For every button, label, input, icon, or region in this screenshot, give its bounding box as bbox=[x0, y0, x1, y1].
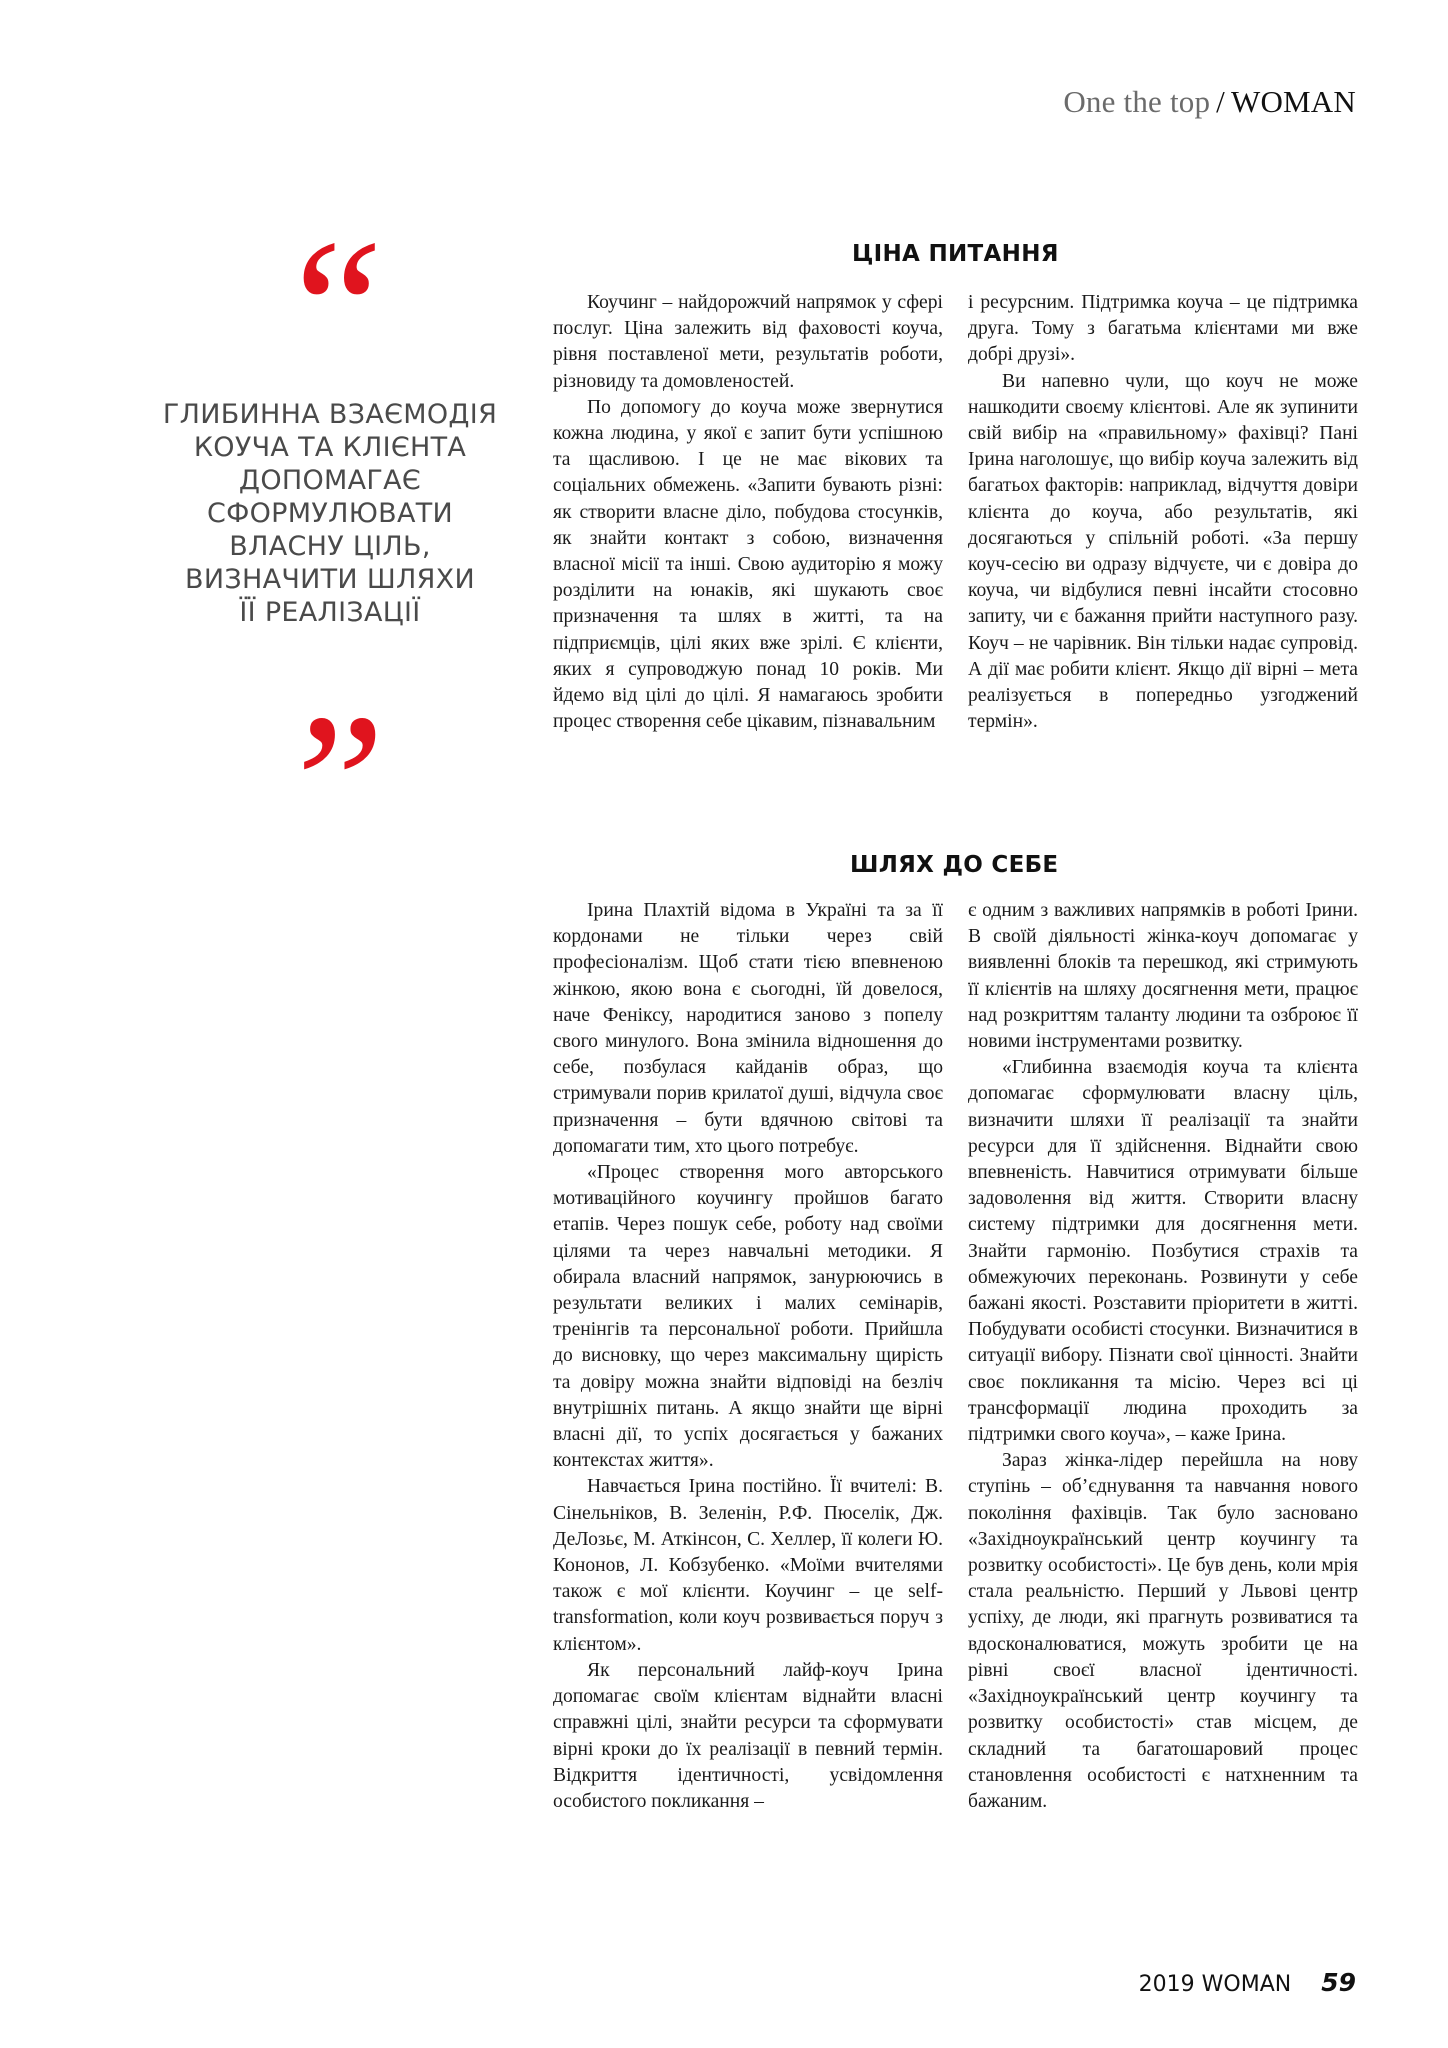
page-number: 59 bbox=[1321, 1968, 1356, 1997]
paragraph: Як персональний лайф-коуч Ірина допомагає своїм клієнтам віднайти власні справжні цілі, знайти ресурси та сформувати вірні кроки до їх реалізації в певний термін. Відкриття ідентичності, усвідомлення особистого покликання – bbox=[553, 1659, 943, 1812]
article-column bbox=[968, 898, 1358, 1815]
section-heading-price: ЦІНА ПИТАННЯ bbox=[852, 241, 1059, 268]
paragraph: і ресурсним. Підтримка коуча – це підтримка друга. Тому з багатьма клієнтами ми вже добрі друзі». bbox=[968, 292, 1358, 366]
pull-quote-text bbox=[150, 398, 510, 629]
running-header bbox=[1063, 84, 1356, 120]
pull-quote-line: СФОРМУЛЮВАТИ bbox=[206, 498, 454, 529]
footer-issue: 2019 WOMAN bbox=[1138, 1972, 1292, 1997]
article-column bbox=[968, 290, 1358, 735]
paragraph: Ви напевно чули, що коуч не може нашкодити своєму клієнтові. Але як зупинити свій вибір на «правильному» фахівці? Пані Ірина наголошує, що вибір коуча залежить від багатьох факторів: наприклад, відчуття довіри клієнта до коуча, або результатів, які досягаються у спільній роботі. «За першу коуч-сесію ви одразу відчуєте, чи є довіра до коуча, чи відбулися певні інсайти стосовно запиту, чи є бажання прийти наступного разу. Коуч – не чарівник. Він тільки надає супровід. А дії має робити клієнт. Якщо дії вірні – мета реалізується в попередньо узгоджений термін». bbox=[968, 370, 1358, 733]
section-heading-path: ШЛЯХ ДО СЕБЕ bbox=[850, 852, 1059, 879]
paragraph: Зараз жінка-лідер перейшла на нову ступінь – об’єднування та навчання нового покоління фахівців. Так було засновано «Західноукраїнський центр коучингу та розвитку особистості». Це був день, коли мрія стала реальністю. Перший у Львові центр успіху, де люди, які прагнуть розвиватися та вдосконалюватися, можуть зробити це на рівні своєї власної ідентичності. «Західноукраїнський центр коучингу та розвитку особистості» став місцем, де складний та багатошаровий процес становлення особистості є натхненним та бажаним. bbox=[968, 1450, 1358, 1812]
article-column bbox=[553, 898, 943, 1815]
paragraph: Коучинг – найдорожчий напрямок у сфері послуг. Ціна залежить від фаховості коуча, рівня поставленої мети, результатів роботи, різновиду та домовленостей. bbox=[553, 292, 943, 392]
page-footer bbox=[1139, 1968, 1356, 1997]
pull-quote-line: ЇЇ РЕАЛІЗАЦІЇ bbox=[239, 597, 421, 628]
paragraph: є одним з важливих напрямків в роботі Ірини. В своїй діяльності жінка-коуч допомагає у виявленні блоків та перешкод, які стримують її клієнтів на шляху досягнення мети, працює над розкриттям таланту людини та озброює її новими інструментами розвитку. bbox=[968, 900, 1358, 1053]
pull-quote bbox=[150, 199, 510, 895]
paragraph: Навчається Ірина постійно. Її вчителі: В. Сінельніков, В. Зеленін, Р.Ф. Пюселік, Дж. ДеЛозьє, М. Аткінсон, С. Хеллер, її колеги Ю. Кононов, Л. Кобзубенко. «Моїми вчителями також є мої клієнти. Коучинг – це self-transformation, коли коуч розвивається поруч з клієнтом». bbox=[553, 1476, 943, 1655]
paragraph: «Глибинна взаємодія коуча та клієнта допомагає сформулювати власну ціль, визначити шляхи її реалізації та знайти ресурси для її здійснення. Віднайти свою впевненість. Навчитися отримувати більше задоволення від життя. Створити власну систему підтримки для досягнення мети. Знайти гармонію. Позбутися страхів та обмежуючих переконань. Розвинути у себе бажані якості. Розставити пріоритети в житті. Побудувати особисті стосунки. Визначитися в ситуації вибору. Пізнати свої цінності. Знайти своє покликання та місію. Через всі ці трансформації людина проходить за підтримки свого коуча», – каже Ірина. bbox=[968, 1057, 1358, 1446]
paragraph: По допомогу до коуча може звернутися кожна людина, у якої є запит бути успішною та щасливою. І це не має вікових та соціальних обмежень. «Запити бувають різні: як створити власне діло, побудова стосунків, як знайти контакт з собою, визначення власної місії та інші. Свою аудиторію я можу розділити на юнаків, які шукають своє призначення та шлях в житті, та на підприємців, цілі яких вже зрілі. Є клієнти, яких я супроводжую понад 10 років. Ми йдемо від цілі до цілі. Я намагаюсь зробити процес створення себе цікавим, пізнавальним bbox=[553, 396, 943, 733]
header-separator: / bbox=[1216, 84, 1225, 119]
pull-quote-line: КОУЧА ТА КЛІЄНТА bbox=[193, 432, 467, 463]
open-quote-icon: “ bbox=[274, 199, 386, 420]
paragraph: Ірина Плахтій відома в Україні та за її кордонами не тільки через свій професіоналізм. Щоб стати тією впевненою жінкою, якою вона є сьогодні, їй довелося, наче Феніксу, народитися заново з попелу свого минулого. Вона змінила відношення до себе, позбулася кайданів образ, що стримували порив крилатої душі, відчула своє призначення – бути вдячною світові та допомагати тим, хто цього потребує. bbox=[553, 900, 943, 1157]
close-quote-icon: ” bbox=[274, 674, 386, 895]
pull-quote-line: ДОПОМАГАЄ bbox=[238, 465, 422, 496]
header-section-name: One the top bbox=[1063, 84, 1211, 119]
article-column bbox=[553, 290, 943, 735]
paragraph: «Процес створення мого авторського мотиваційного коучингу пройшов багато етапів. Через пошук себе, роботу над своїми цілями та через навчальні методики. Я обирала власний напрямок, занурюючись в результати великих і малих семінарів, тренінгів та персональної роботи. Прийшла до висновку, що через максимальну щирість та довіру можна знайти відповіді на безліч внутрішніх питань. А якщо знайти ще вірні власні дії, то успіх досягається у бажаних контекстах життя». bbox=[553, 1162, 943, 1472]
header-magazine-name: WOMAN bbox=[1231, 84, 1356, 119]
pull-quote-line: ГЛИБИННА ВЗАЄМОДІЯ bbox=[162, 399, 498, 430]
pull-quote-line: ВИЗНАЧИТИ ШЛЯХИ bbox=[185, 564, 475, 595]
pull-quote-line: ВЛАСНУ ЦІЛЬ, bbox=[229, 531, 431, 562]
